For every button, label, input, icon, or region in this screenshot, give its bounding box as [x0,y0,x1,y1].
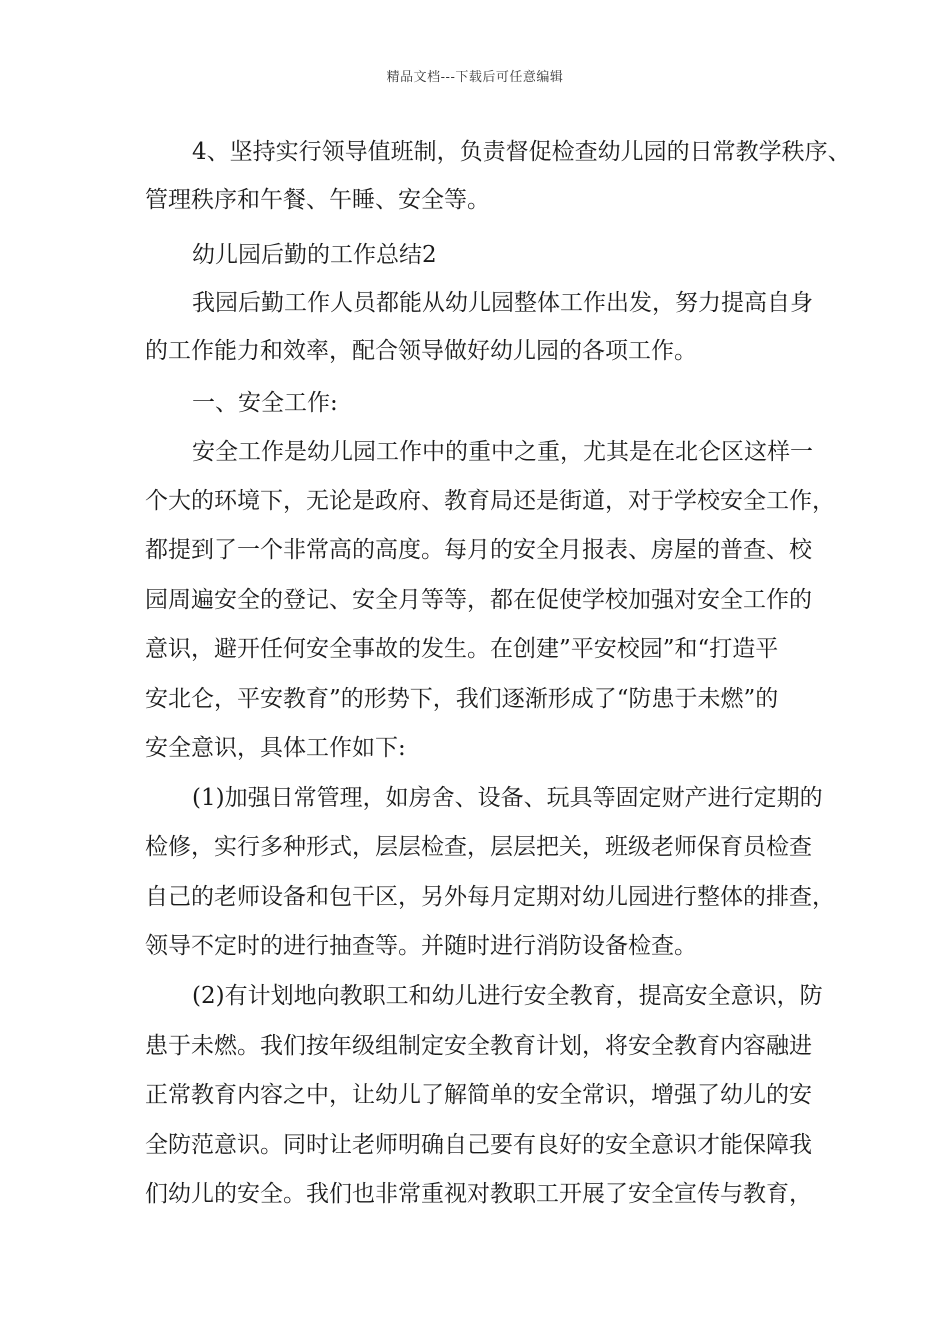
paragraph-line: 意识，避开任何安全事故的发生。在创建”平安校园”和“打造平 [145,636,779,662]
paragraph-line: 患于未燃。我们按年级组制定安全教育计划，将安全教育内容融进 [145,1033,812,1059]
paragraph-line: 们幼儿的安全。我们也非常重视对教职工开展了安全宣传与教育， [145,1181,812,1207]
paragraph-line: 检修，实行多种形式，层层检查，层层把关，班级老师保育员检查 [145,834,812,860]
paragraph-line: 园周遍安全的登记、安全月等等，都在促使学校加强对安全工作的 [145,587,812,613]
paragraph-line: 安北仑，平安教育”的形势下，我们逐渐形成了“防患于未燃”的 [145,686,779,712]
paragraph-line: (2)有计划地向教职工和幼儿进行安全教育，提高安全意识，防 [192,983,823,1009]
subsection-heading: 一、安全工作: [192,390,338,416]
page-header: 精品文档---下载后可任意编辑 [386,70,564,85]
paragraph-line: 正常教育内容之中，让幼儿了解简单的安全常识，增强了幼儿的安 [145,1082,812,1108]
paragraph-line: 都提到了一个非常高的高度。每月的安全月报表、房屋的普查、校 [145,537,812,563]
paragraph-line: 4、坚持实行领导值班制，负责督促检查幼儿园的日常教学秩序、 [192,139,851,165]
paragraph-line: 安全意识，具体工作如下: [145,735,406,761]
paragraph-line: 我园后勤工作人员都能从幼儿园整体工作出发，努力提高自身 [192,290,813,316]
paragraph-line: 个大的环境下，无论是政府、教育局还是街道，对于学校安全工作， [145,488,835,514]
paragraph-line: (1)加强日常管理，如房舍、设备、玩具等固定财产进行定期的 [192,785,823,811]
section-heading: 幼儿园后勤的工作总结2 [192,242,437,268]
paragraph-line: 全防范意识。同时让老师明确自己要有良好的安全意识才能保障我 [145,1132,812,1158]
paragraph-line: 领导不定时的进行抽查等。并随时进行消防设备检查。 [145,933,697,959]
paragraph-line: 的工作能力和效率，配合领导做好幼儿园的各项工作。 [145,338,697,364]
paragraph-line: 自己的老师设备和包干区，另外每月定期对幼儿园进行整体的排查， [145,884,835,910]
paragraph-line: 管理秩序和午餐、午睡、安全等。 [145,187,490,213]
paragraph-line: 安全工作是幼儿园工作中的重中之重，尤其是在北仑区这样一 [192,439,813,465]
